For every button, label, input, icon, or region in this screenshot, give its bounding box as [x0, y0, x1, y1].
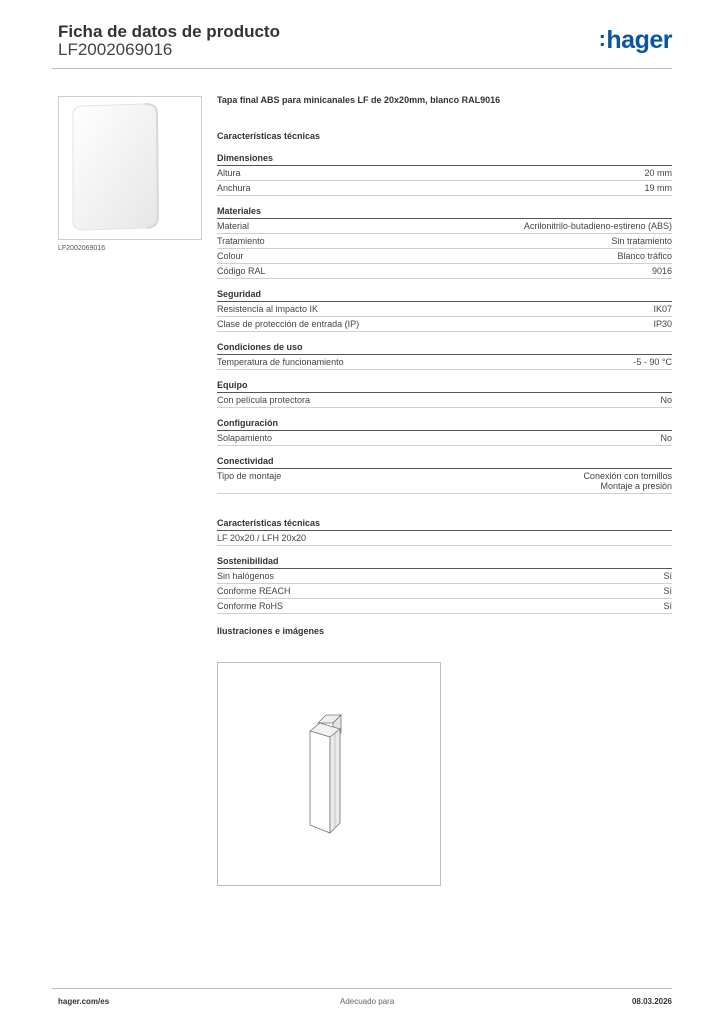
spec-row	[217, 264, 672, 279]
row-label: Tipo de montaje	[217, 471, 282, 481]
row-value: No	[660, 395, 672, 405]
row-value: 19 mm	[644, 183, 672, 193]
row-value: Blanco tráfico	[617, 251, 672, 261]
sustainability-row	[217, 599, 672, 614]
footer-date: 08.03.2026	[631, 997, 672, 1006]
product-code: LF2002069016	[58, 40, 173, 59]
row-value: Sin tratamiento	[611, 236, 672, 246]
spec-group-title: Equipo	[217, 380, 672, 393]
row-label: Anchura	[217, 183, 251, 193]
spec-group	[217, 342, 672, 370]
spec-groups	[217, 153, 672, 494]
sustainability-row	[217, 584, 672, 599]
row-value: -5 - 90 °C	[633, 357, 672, 367]
footer-website[interactable]: hager.com/es	[58, 997, 110, 1006]
spec-row	[217, 302, 672, 317]
page-title: Ficha de datos de producto	[58, 22, 280, 41]
row-value: IP30	[653, 319, 672, 329]
spec-row	[217, 317, 672, 332]
row-label: Conforme REACH	[217, 586, 291, 596]
spec-row	[217, 393, 672, 408]
hager-logo: :hager	[598, 26, 672, 54]
spec-group	[217, 456, 672, 494]
spec-group-title: Configuración	[217, 418, 672, 431]
product-description: Tapa final ABS para minicanales LF de 20x20mm, blanco RAL9016	[217, 95, 501, 105]
row-value: Sí	[663, 586, 672, 596]
product-thumbnail	[58, 96, 202, 240]
compat-row	[217, 531, 672, 546]
spec-row	[217, 469, 672, 494]
spec-group-title: Dimensiones	[217, 153, 672, 166]
illustration-box	[217, 662, 441, 886]
sustainability-row	[217, 569, 672, 584]
thumbnail-caption: LF2002069016	[58, 245, 106, 252]
spec-group-title: Materiales	[217, 206, 672, 219]
row-label: LF 20x20 / LFH 20x20	[217, 533, 307, 543]
footer-divider	[52, 988, 672, 989]
compat-title: Características técnicas	[217, 518, 672, 531]
spec-row	[217, 431, 672, 446]
row-label: Temperatura de funcionamiento	[217, 357, 344, 367]
end-cap-image	[59, 97, 201, 239]
row-value: Sí	[663, 571, 672, 581]
spec-group-title: Conectividad	[217, 456, 672, 469]
row-label: Resistencia al impacto IK	[217, 304, 319, 314]
footer-suitable-for: Adecuado para	[340, 997, 395, 1006]
row-label: Tratamiento	[217, 236, 265, 246]
sustainability-title: Sostenibilidad	[217, 556, 672, 569]
row-label: Sin halógenos	[217, 571, 275, 581]
compat-group	[217, 518, 672, 546]
product-specs	[217, 95, 672, 636]
spec-group	[217, 206, 672, 279]
row-label: Material	[217, 221, 250, 231]
row-value: 9016	[651, 266, 672, 276]
spec-group-title: Seguridad	[217, 289, 672, 302]
row-value: IK07	[653, 304, 672, 314]
row-value: Conexión con tornillos Montaje a presión	[583, 471, 672, 491]
row-label: Conforme RoHS	[217, 601, 284, 611]
section-title-tech: Características técnicas	[217, 131, 321, 141]
spec-group	[217, 380, 672, 408]
row-value: Sí	[663, 601, 672, 611]
spec-row	[217, 181, 672, 196]
row-label: Colour	[217, 251, 244, 261]
illustrations-title: Ilustraciones e imágenes	[217, 626, 325, 636]
row-value: No	[660, 433, 672, 443]
row-label: Altura	[217, 168, 241, 178]
spec-group	[217, 289, 672, 332]
row-label: Solapamiento	[217, 433, 273, 443]
row-value: 20 mm	[644, 168, 672, 178]
row-label: Clase de protección de entrada (IP)	[217, 319, 360, 329]
row-value: Acrilonitrilo-butadieno-estireno (ABS)	[523, 221, 672, 231]
dimension-drawing	[218, 663, 440, 885]
row-label: Con película protectora	[217, 395, 311, 405]
spec-row	[217, 355, 672, 370]
spec-row	[217, 249, 672, 264]
spec-row	[217, 234, 672, 249]
row-label: Código RAL	[217, 266, 266, 276]
spec-group-title: Condiciones de uso	[217, 342, 672, 355]
spec-group	[217, 153, 672, 196]
spec-group	[217, 418, 672, 446]
spec-row	[217, 166, 672, 181]
header-divider	[52, 68, 672, 69]
spec-row	[217, 219, 672, 234]
sustainability-group	[217, 556, 672, 614]
